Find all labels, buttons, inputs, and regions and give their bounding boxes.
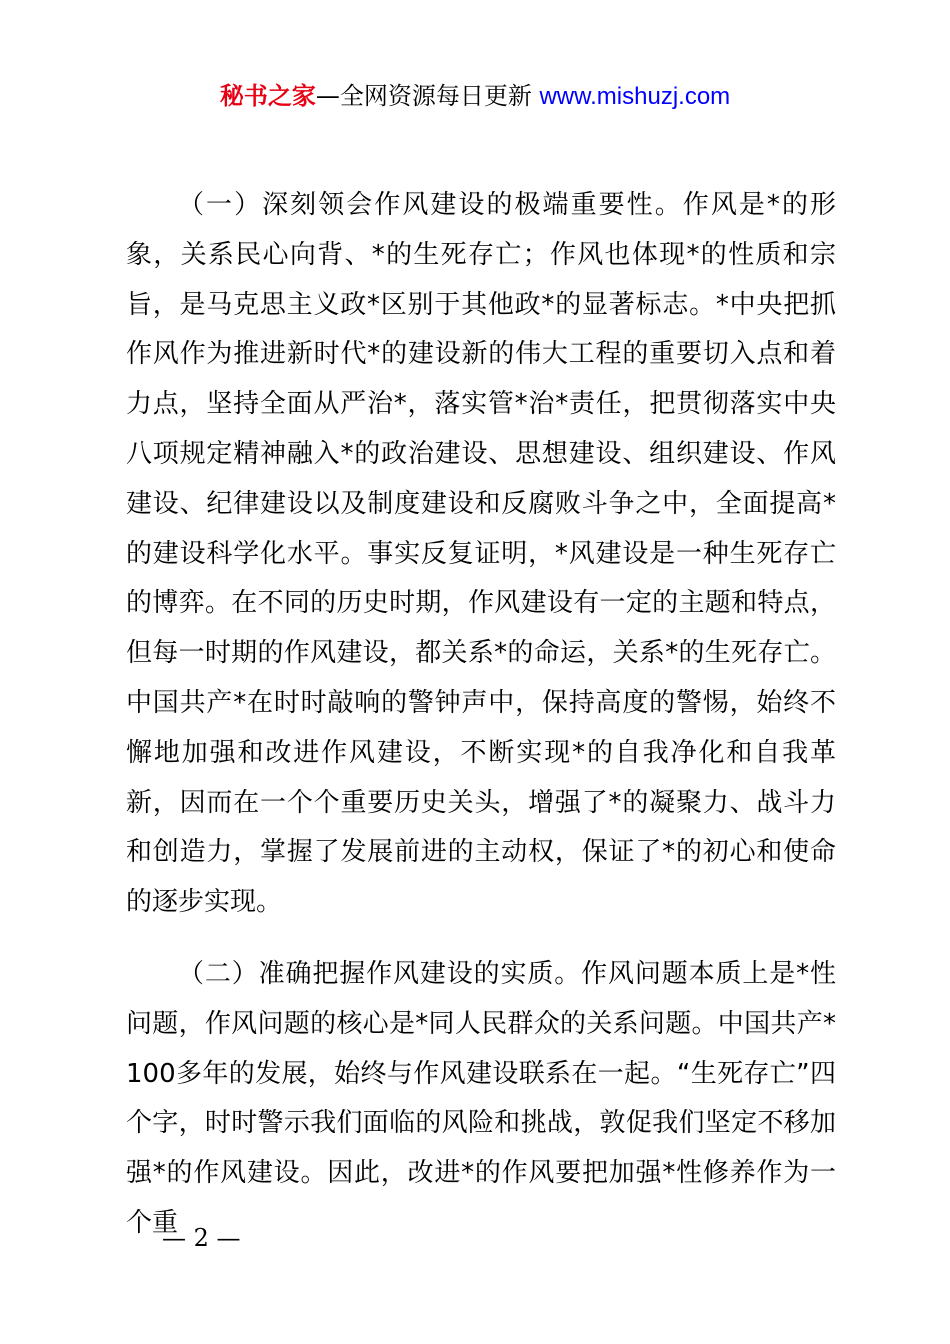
header-tagline: —全网资源每日更新 [315,82,532,110]
document-body [126,181,836,1271]
paragraph-2: （二）准确把握作风建设的实质。作风问题本质上是*性问题，作风问题的核心是*同人民群众的关系问题。中国共产*100多年的发展，始终与作风建设联系在一起。“生死存亡”四个字，时时警示我们面临的风险和挑战，敦促我们坚定不移加强*的作风建设。因此，改进*的作风要把加强*性修养作为一个重 [126,958,836,1238]
brand-name: 秘书之家 [219,82,316,110]
paragraph-1: （一）深刻领会作风建设的极端重要性。作风是*的形象，关系民心向背、*的生死存亡；作风也体现*的性质和宗旨，是马克思主义政*区别于其他政*的显著标志。*中央把抓作风作为推进新时代*的建设新的伟大工程的重要切入点和着力点，坚持全面从严治*，落实管*治*责任，把贯彻落实中央八项规定精神融入*的政治建设、思想建设、组织建设、作风建设、纪律建设以及制度建设和反腐败斗争之中，全面提高*的建设科学化水平。事实反复证明，*风建设是一种生死存亡的博弈。在不同的历史时期，作风建设有一定的主题和特点，但每一时期的作风建设，都关系*的命运，关系*的生死存亡。中国共产*在时时敲响的警钟声中，保持高度的警惕，始终不懈地加强和改进作风建设，不断实现*的自我净化和自我革新，因而在一个个重要历史关头，增强了*的凝聚力、战斗力和创造力，掌握了发展前进的主动权，保证了*的初心和使命的逐步实现。 [126,190,836,918]
site-url-link[interactable]: www.mishuzj.com [539,83,731,110]
site-header [0,80,950,113]
page-number: — 2 — [162,1224,241,1252]
